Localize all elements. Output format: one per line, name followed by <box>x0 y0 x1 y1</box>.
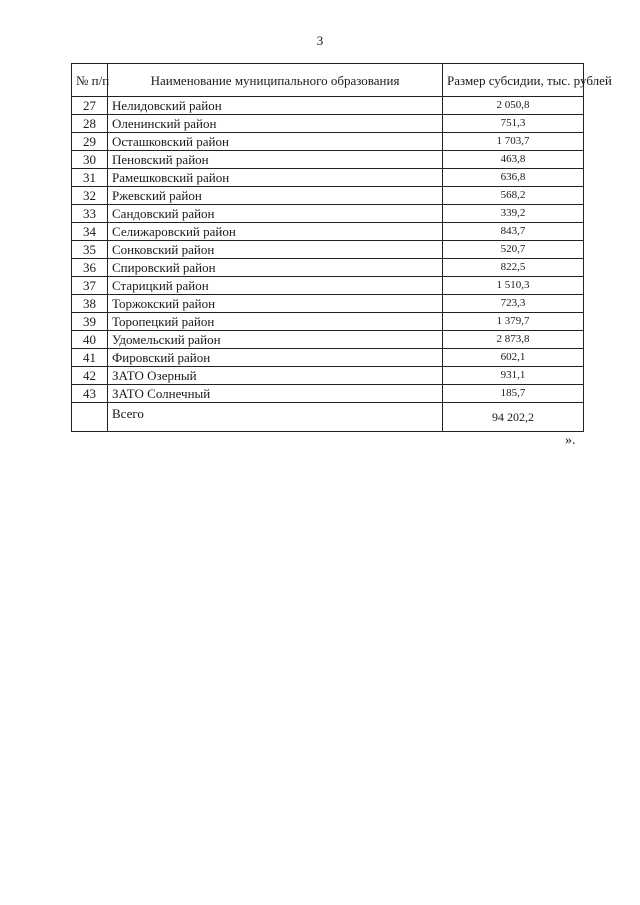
row-number: 39 <box>72 313 108 331</box>
row-value: 339,2 <box>443 205 584 223</box>
table-body <box>72 97 584 432</box>
subsidy-table <box>71 63 612 432</box>
row-value: 822,5 <box>443 259 584 277</box>
header-number: № п/п <box>72 64 108 97</box>
row-number: 43 <box>72 385 108 403</box>
table-row <box>72 133 584 151</box>
row-name: Пеновский район <box>108 151 443 169</box>
row-name: Рамешковский район <box>108 169 443 187</box>
row-name: ЗАТО Озерный <box>108 367 443 385</box>
table-row <box>72 241 584 259</box>
table-header <box>72 64 612 97</box>
row-number: 33 <box>72 205 108 223</box>
row-name: Ржевский район <box>108 187 443 205</box>
row-value: 931,1 <box>443 367 584 385</box>
table-row <box>72 385 584 403</box>
row-name: Фировский район <box>108 349 443 367</box>
table-row <box>72 367 584 385</box>
row-number: 32 <box>72 187 108 205</box>
total-number-cell <box>72 403 108 432</box>
closing-quote-mark: ». <box>565 433 576 448</box>
table-row <box>72 259 584 277</box>
total-value: 94 202,2 <box>443 403 584 432</box>
row-value: 185,7 <box>443 385 584 403</box>
table-row <box>72 331 584 349</box>
row-name: ЗАТО Солнечный <box>108 385 443 403</box>
table-row <box>72 97 584 115</box>
row-number: 31 <box>72 169 108 187</box>
row-name: Старицкий район <box>108 277 443 295</box>
row-number: 36 <box>72 259 108 277</box>
table-row <box>72 295 584 313</box>
row-value: 602,1 <box>443 349 584 367</box>
total-row <box>72 403 584 432</box>
table-row <box>72 115 584 133</box>
row-value: 520,7 <box>443 241 584 259</box>
table-row <box>72 313 584 331</box>
row-value: 2 050,8 <box>443 97 584 115</box>
row-name: Оленинский район <box>108 115 443 133</box>
row-value: 1 510,3 <box>443 277 584 295</box>
table-row <box>72 169 584 187</box>
table-row <box>72 151 584 169</box>
row-number: 38 <box>72 295 108 313</box>
total-label: Всего <box>108 403 443 432</box>
row-number: 34 <box>72 223 108 241</box>
row-value: 843,7 <box>443 223 584 241</box>
table-row <box>72 349 584 367</box>
header-row <box>72 64 584 97</box>
row-name: Осташковский район <box>108 133 443 151</box>
row-number: 40 <box>72 331 108 349</box>
row-name: Спировский район <box>108 259 443 277</box>
row-name: Торжокский район <box>108 295 443 313</box>
row-value: 1 379,7 <box>443 313 584 331</box>
row-number: 30 <box>72 151 108 169</box>
row-name: Торопецкий район <box>108 313 443 331</box>
row-number: 42 <box>72 367 108 385</box>
row-value: 463,8 <box>443 151 584 169</box>
row-number: 41 <box>72 349 108 367</box>
row-number: 37 <box>72 277 108 295</box>
table-row <box>72 277 584 295</box>
row-name: Сонковский район <box>108 241 443 259</box>
row-number: 35 <box>72 241 108 259</box>
row-value: 723,3 <box>443 295 584 313</box>
page-number: 3 <box>316 33 324 48</box>
header-name: Наименование муниципального образования <box>108 64 443 97</box>
row-value: 751,3 <box>443 115 584 133</box>
row-number: 27 <box>72 97 108 115</box>
table-row <box>72 223 584 241</box>
row-value: 568,2 <box>443 187 584 205</box>
row-number: 28 <box>72 115 108 133</box>
header-value: Размер субсидии, тыс. рублей <box>443 64 584 97</box>
table-row <box>72 205 584 223</box>
row-name: Удомельский район <box>108 331 443 349</box>
row-value: 1 703,7 <box>443 133 584 151</box>
row-number: 29 <box>72 133 108 151</box>
table-row <box>72 187 584 205</box>
row-name: Сандовский район <box>108 205 443 223</box>
row-value: 636,8 <box>443 169 584 187</box>
row-value: 2 873,8 <box>443 331 584 349</box>
row-name: Нелидовский район <box>108 97 443 115</box>
row-name: Селижаровский район <box>108 223 443 241</box>
